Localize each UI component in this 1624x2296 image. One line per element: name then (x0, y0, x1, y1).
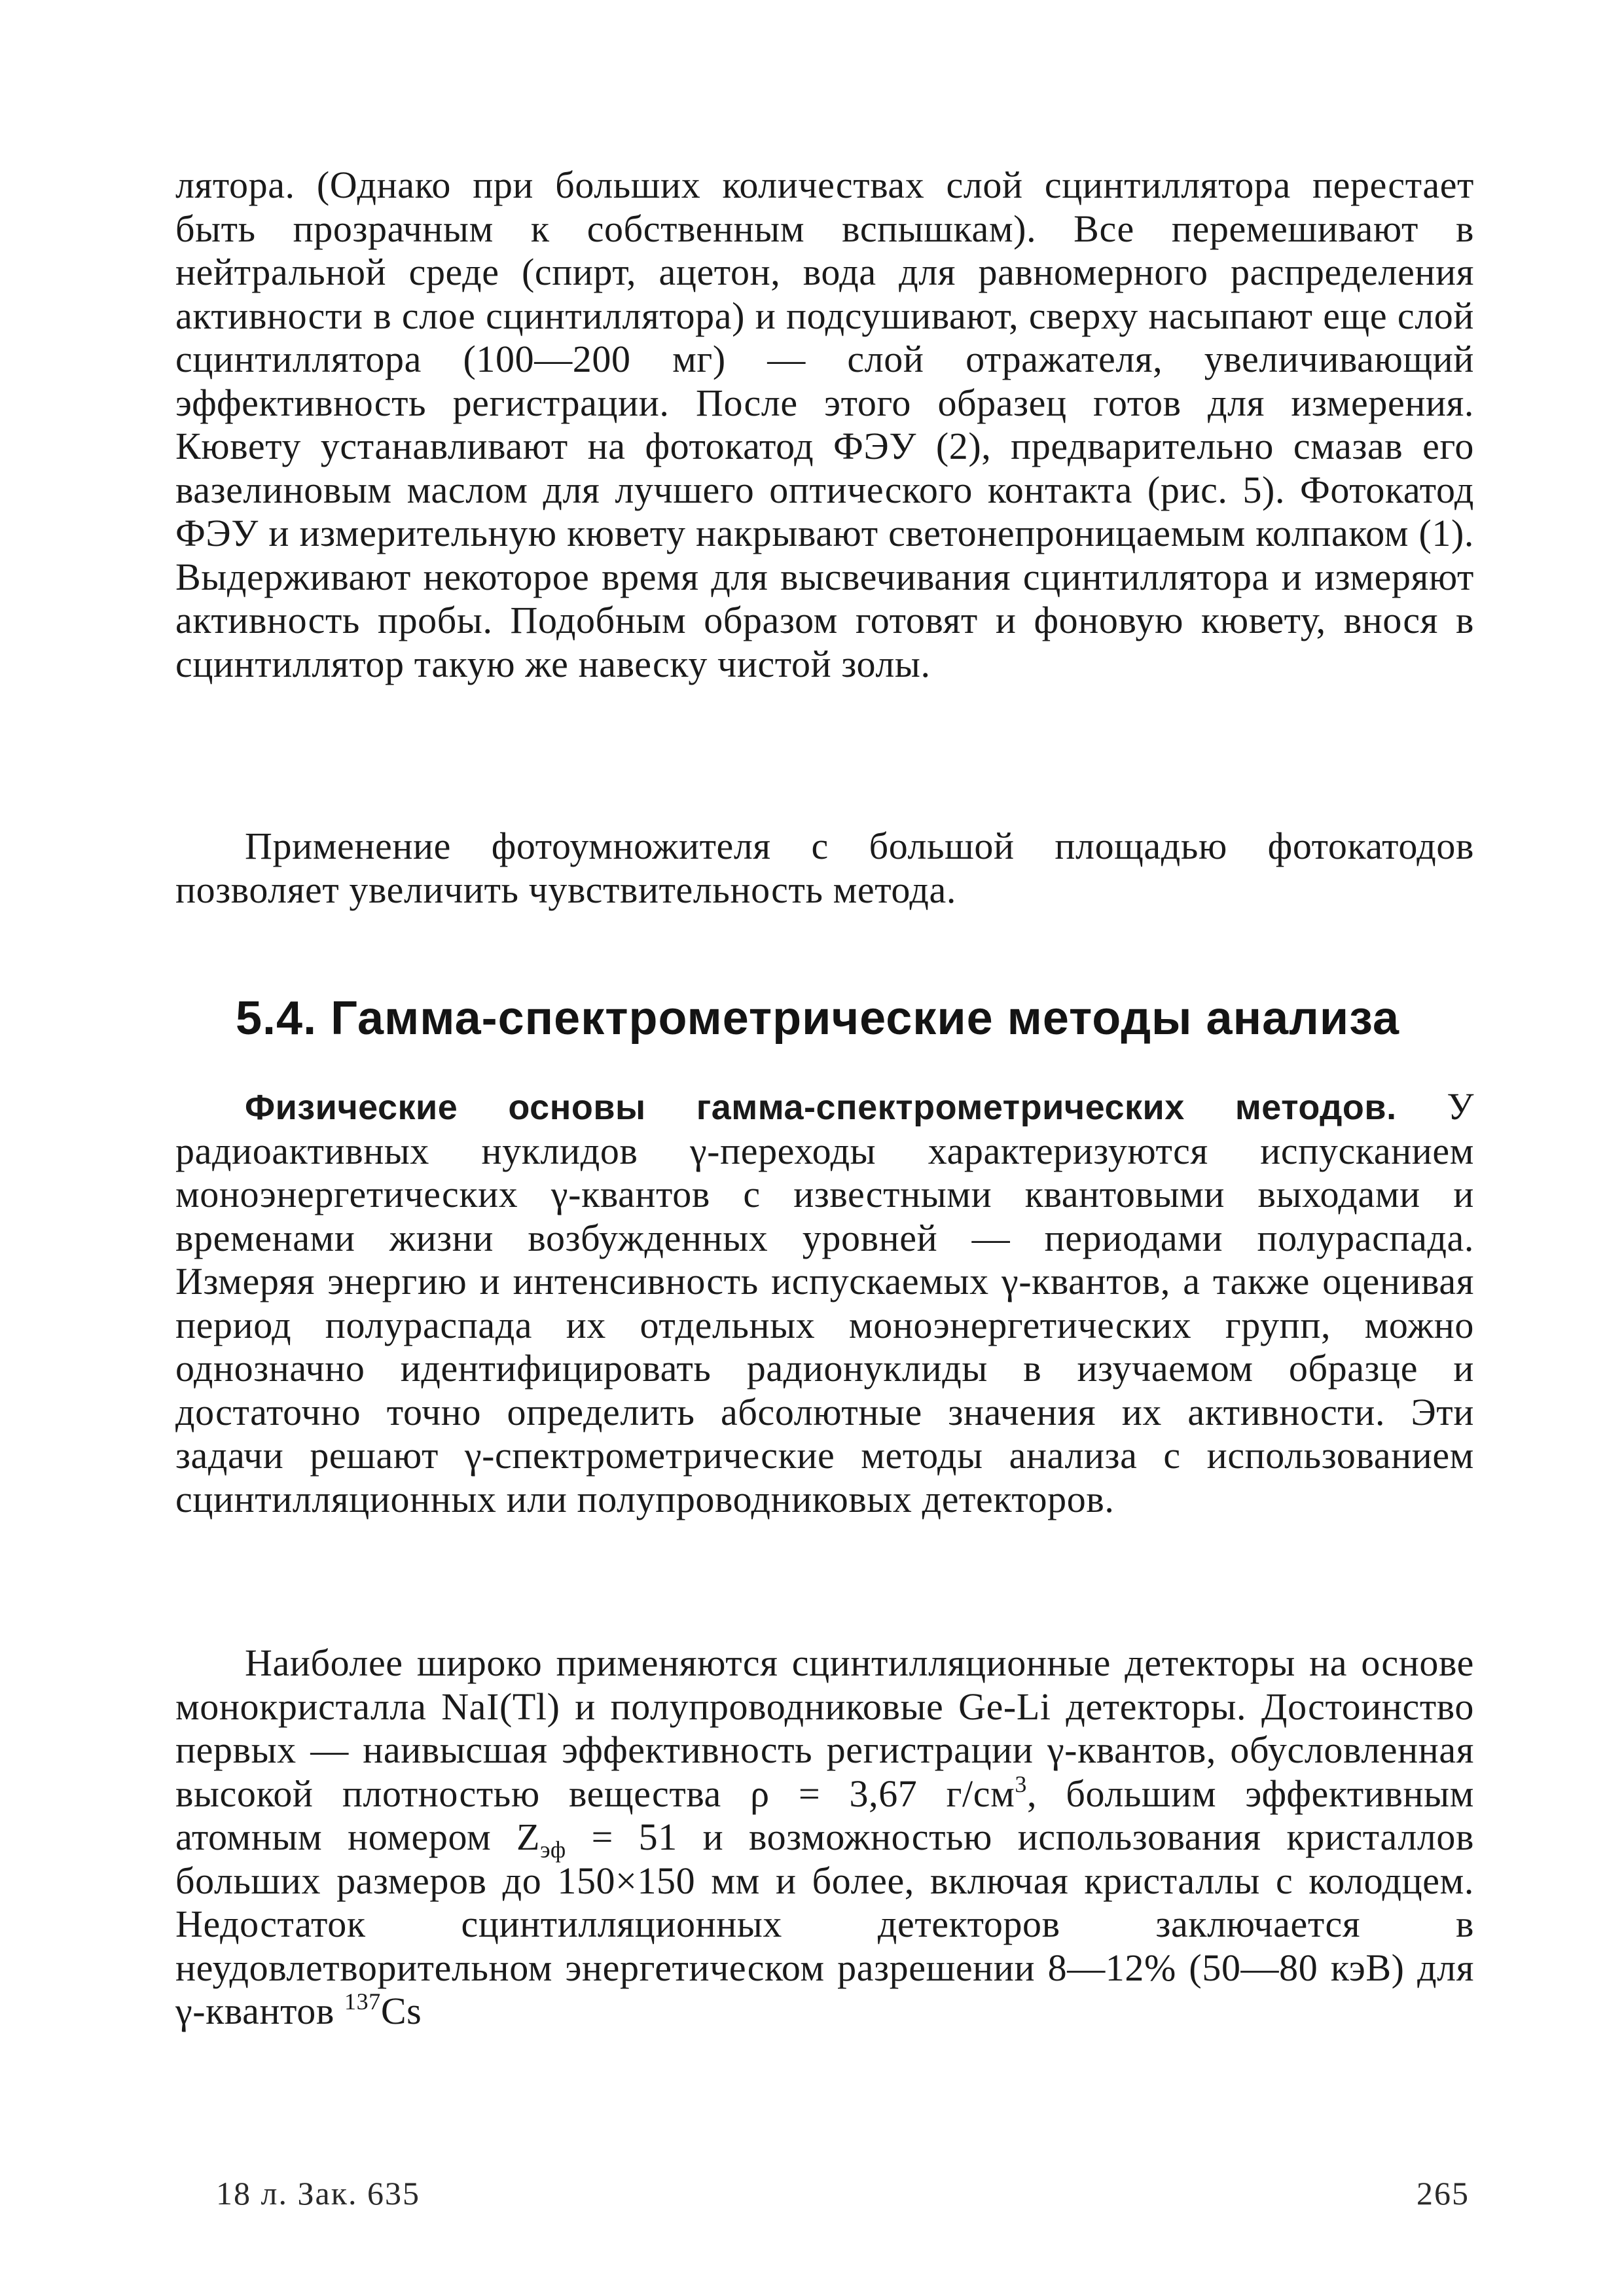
text-block-continued (175, 164, 1474, 686)
detectors-text-part1: Наиболее широко применяются сцинтилляционные детекторы на основе монокристалла NaI(Tl) и полупроводниковые Ge-Li детекторы. Достоинство первых — наивысшая эффективность регистрации γ-квантов, обусловленная высокой плотностью вещества ρ = 3,67 г/см (175, 1641, 1474, 1815)
section-heading-wrap (236, 992, 1479, 1045)
section-number: 5.4. (236, 992, 317, 1045)
isotope-mass-number: 137 (344, 1988, 381, 2015)
text-block-detectors (175, 1641, 1474, 2034)
paragraph-physical-basis (175, 1085, 1474, 1521)
page-number: 265 (1416, 2175, 1470, 2212)
paragraph-physical-basis-text: У радиоактивных нуклидов γ-переходы характеризуются испусканием моноэнергетических γ-квантов с известными квантовыми выходами и временами жизни возбужденных уровней — периодами полураспада. Измеряя энергию и интенсивность испускаемых γ-квантов, а также оценивая период полураспада их отдельных моноэнергетических групп, можно однозначно идентифицировать радионуклиды в изучаемом образце и достаточно точно определить абсолютные значения их активности. Эти задачи решают γ-спектрометрические методы анализа с использованием сцинтилляционных или полупроводниковых детекторов. (175, 1085, 1474, 1520)
paragraph-continued: лятора. (Однако при больших количествах слой сцинтиллятора перестает быть прозрачным к собственным вспышкам). Все перемешивают в нейтральной среде (спирт, ацетон, вода для равномерного распределения активности в слое сцинтиллятора) и подсушивают, сверху насыпают еще слой сцинтиллятора (100—200 мг) — слой отражателя, увеличивающий эффективность регистрации. После этого образец готов для измерения. Кювету устанавливают на фотокатод ФЭУ (2), предварительно смазав его вазелиновым маслом для лучшего оптического контакта (рис. 5). Фотокатод ФЭУ и измерительную кювету накрывают светонепроницаемым колпаком (1). Выдерживают некоторое время для высвечивания сцинтиллятора и измеряют активность пробы. Подобным образом готовят и фоновую кювету, внося в сцинтиллятор такую же навеску чистой золы. (175, 164, 1474, 685)
section-title: Гамма-спектрометрические методы анализа (331, 992, 1399, 1045)
isotope-symbol: Cs (380, 1990, 422, 2032)
section-heading (236, 992, 1479, 1045)
detectors-text-part2: , большим эффективным атомным номером Z (175, 1772, 1474, 1858)
text-block-physical-basis (175, 1085, 1474, 1521)
z-subscript: эф (540, 1837, 566, 1863)
paragraph-detectors (175, 1641, 1474, 2034)
run-in-heading: Физические основы гамма-спектрометрических методов. (245, 1088, 1397, 1127)
printer-signature: 18 л. Зак. 635 (216, 2175, 420, 2212)
density-unit-exponent: 3 (1015, 1770, 1028, 1797)
paragraph-photomultiplier: Применение фотоумножителя с большой площадью фотокатодов позволяет увеличить чувствительность метода. (175, 825, 1474, 911)
detectors-text-part3: = 51 и возможностью использования кристаллов больших размеров до 150×150 мм и более, включая кристаллы с колодцем. Недостаток сцинтилляционных детекторов заключается в неудовлетворительном энергетическом разрешении 8—12% (50—80 кэВ) для γ-квантов (175, 1816, 1474, 2032)
text-block-photomultiplier (175, 825, 1474, 912)
